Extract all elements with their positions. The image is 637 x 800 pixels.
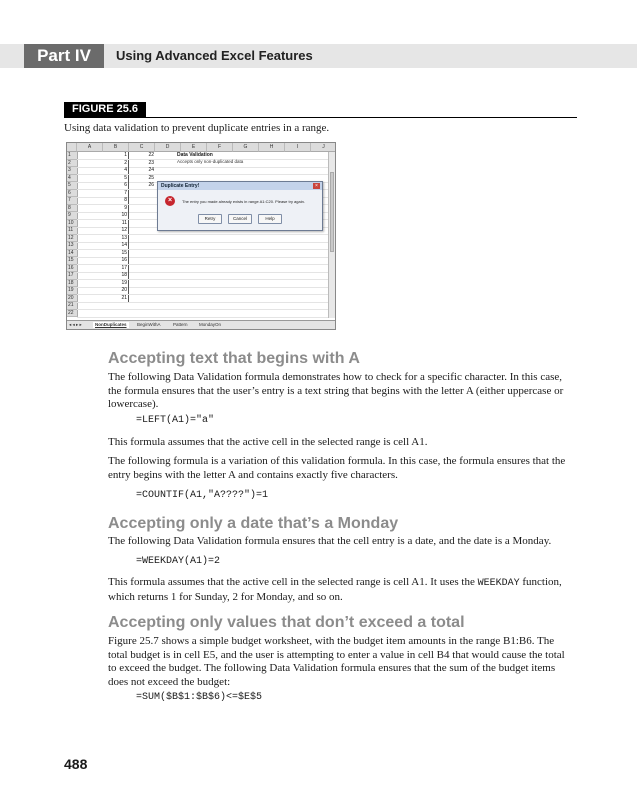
row-header-18[interactable]: 18 — [67, 280, 78, 288]
cell-b14[interactable]: 15 — [103, 250, 129, 257]
cell-b18[interactable]: 19 — [103, 280, 129, 287]
sheet-tab-bar — [67, 320, 335, 329]
section-heading-total: Accepting only values that don’t exceed a total — [108, 614, 465, 631]
error-icon: × — [165, 196, 175, 206]
cell-b13[interactable]: 14 — [103, 242, 129, 249]
dv-subtitle: Accepts only non-duplicated data — [177, 159, 244, 164]
row-header-20[interactable]: 20 — [67, 295, 78, 303]
tab-beginwitha[interactable]: BeginWithA — [137, 322, 161, 327]
cell-b3[interactable]: 4 — [103, 167, 129, 174]
cell-b7[interactable]: 8 — [103, 197, 129, 204]
column-header-a[interactable]: A — [77, 143, 103, 152]
section2-p2-part1: This formula assumes that the active cell in the selected range is cell A1. It uses the — [108, 576, 478, 588]
cell-c1[interactable]: 22 — [148, 152, 154, 158]
weekday-code: WEEKDAY — [477, 578, 520, 589]
cell-b19[interactable]: 20 — [103, 287, 129, 294]
row-header-3[interactable]: 3 — [67, 167, 78, 175]
column-header-i[interactable]: I — [285, 143, 311, 152]
cell-b10[interactable]: 11 — [103, 220, 129, 227]
spreadsheet-figure — [66, 142, 336, 330]
help-button[interactable]: Help — [258, 214, 282, 224]
row-header-6[interactable]: 6 — [67, 190, 78, 198]
duplicate-entry-dialog — [157, 181, 323, 231]
part-label: Part IV — [24, 44, 104, 68]
cell-b1[interactable]: 1 — [103, 152, 129, 159]
section2-code1: =WEEKDAY(A1)=2 — [136, 556, 221, 567]
part-title: Using Advanced Excel Features — [116, 48, 313, 63]
section1-code1: =LEFT(A1)="a" — [136, 415, 215, 426]
column-header-e[interactable]: E — [181, 143, 207, 152]
cell-c3[interactable]: 24 — [148, 167, 154, 173]
column-header-h[interactable]: H — [259, 143, 285, 152]
row-header-8[interactable]: 8 — [67, 205, 78, 213]
column-header-j[interactable]: J — [311, 143, 336, 152]
cell-b16[interactable]: 17 — [103, 265, 129, 272]
section2-paragraph2 — [108, 576, 568, 604]
row-header-2[interactable]: 2 — [67, 160, 78, 168]
row-header-13[interactable]: 13 — [67, 242, 78, 250]
cell-b11[interactable]: 12 — [103, 227, 129, 234]
vertical-scrollbar[interactable] — [328, 152, 335, 318]
dv-title: Data Validation — [177, 152, 213, 158]
corner-cell — [67, 143, 77, 152]
cell-b5[interactable]: 6 — [103, 182, 129, 189]
section3-code1: =SUM($B$1:$B$6)<=$E$5 — [136, 692, 263, 703]
row-header-21[interactable]: 21 — [67, 302, 78, 310]
section1-paragraph2: This formula assumes that the active cell in the selected range is cell A1. — [108, 436, 428, 448]
tab-mondayon[interactable]: MondayOn — [199, 322, 222, 327]
section2-paragraph1: The following Data Validation formula ensures that the cell entry is a date, and the date is a Monday. — [108, 535, 552, 547]
row-header-19[interactable]: 19 — [67, 287, 78, 295]
section1-paragraph3: The following formula is a variation of this validation formula. In this case, the formula ensures that the entry begins with the letter A and contains exactly five characters. — [108, 455, 566, 481]
section-heading-monday: Accepting only a date that’s a Monday — [108, 515, 399, 532]
cell-b12[interactable]: 13 — [103, 235, 129, 242]
section2-p2-part2: function, which returns 1 for Sunday, 2 for Monday, and so on. — [108, 576, 562, 603]
row-header-14[interactable]: 14 — [67, 250, 78, 258]
section-heading-begins-with-a: Accepting text that begins with A — [108, 350, 360, 367]
close-icon[interactable]: × — [313, 183, 320, 189]
tab-nonduplicates[interactable]: NonDuplicates — [95, 322, 127, 327]
row-header-10[interactable]: 10 — [67, 220, 78, 228]
row-header-1[interactable]: 1 — [67, 152, 78, 160]
figure-caption: Using data validation to prevent duplicate entries in a range. — [64, 122, 330, 134]
row-header-22[interactable]: 22 — [67, 310, 78, 318]
row-header-12[interactable]: 12 — [67, 235, 78, 243]
cell-b6[interactable]: 7 — [103, 190, 129, 197]
section1-code2: =COUNTIF(A1,"A????")=1 — [136, 490, 269, 501]
column-header-g[interactable]: G — [233, 143, 259, 152]
section1-paragraph1: The following Data Validation formula demonstrates how to check for a specific character. In this case, the formula ensures that the user’s entry is a text string that begins with the letter A (either uppercase or lowercase). — [108, 371, 564, 410]
column-header-c[interactable]: C — [129, 143, 155, 152]
cell-c2[interactable]: 23 — [148, 159, 154, 166]
cell-b2[interactable]: 2 — [103, 160, 129, 167]
column-header-f[interactable]: F — [207, 143, 233, 152]
cell-b20[interactable]: 21 — [103, 295, 129, 302]
cell-c5[interactable]: 26 — [148, 182, 154, 188]
row-header-16[interactable]: 16 — [67, 265, 78, 273]
column-header-d[interactable]: D — [155, 143, 181, 152]
tab-nav-arrows-icon[interactable]: ◂ ◂ ▸ ▸ — [69, 322, 82, 327]
cell-b17[interactable]: 18 — [103, 272, 129, 279]
tab-pattern[interactable]: Pattern — [173, 322, 188, 327]
row-header-7[interactable]: 7 — [67, 197, 78, 205]
cell-b15[interactable]: 16 — [103, 257, 129, 264]
row-header-4[interactable]: 4 — [67, 175, 78, 183]
column-header-b[interactable]: B — [103, 143, 129, 152]
row-header-17[interactable]: 17 — [67, 272, 78, 280]
row-header-11[interactable]: 11 — [67, 227, 78, 235]
retry-button[interactable]: Retry — [198, 214, 222, 224]
figure-rule — [64, 117, 577, 118]
section3-paragraph1: Figure 25.7 shows a simple budget worksheet, with the budget item amounts in the range B1:B6. The total budget is in cell E5, and the user is attempting to enter a value in cell B4 that would cause the total to exceed the budget. The following Data Validation formula ensures that the sum of the budget items does not exceed the budget: — [108, 635, 565, 688]
dialog-title: Duplicate Entry! — [158, 182, 322, 190]
cell-b8[interactable]: 9 — [103, 205, 129, 212]
gridline — [77, 309, 329, 310]
cancel-button[interactable]: Cancel — [228, 214, 252, 224]
running-header — [0, 44, 637, 68]
dialog-message: The entry you made already exists in range A1:C20. Please try again. — [182, 199, 305, 204]
gridline — [77, 302, 329, 303]
scroll-thumb[interactable] — [330, 172, 334, 252]
gridline — [77, 317, 329, 318]
figure-label: FIGURE 25.6 — [64, 102, 146, 117]
row-header-5[interactable]: 5 — [67, 182, 78, 190]
row-header-15[interactable]: 15 — [67, 257, 78, 265]
page-number: 488 — [64, 756, 88, 772]
cell-b9[interactable]: 10 — [103, 212, 129, 219]
row-header-9[interactable]: 9 — [67, 212, 78, 220]
cell-b4[interactable]: 5 — [103, 175, 129, 182]
cell-c4[interactable]: 25 — [148, 174, 154, 181]
